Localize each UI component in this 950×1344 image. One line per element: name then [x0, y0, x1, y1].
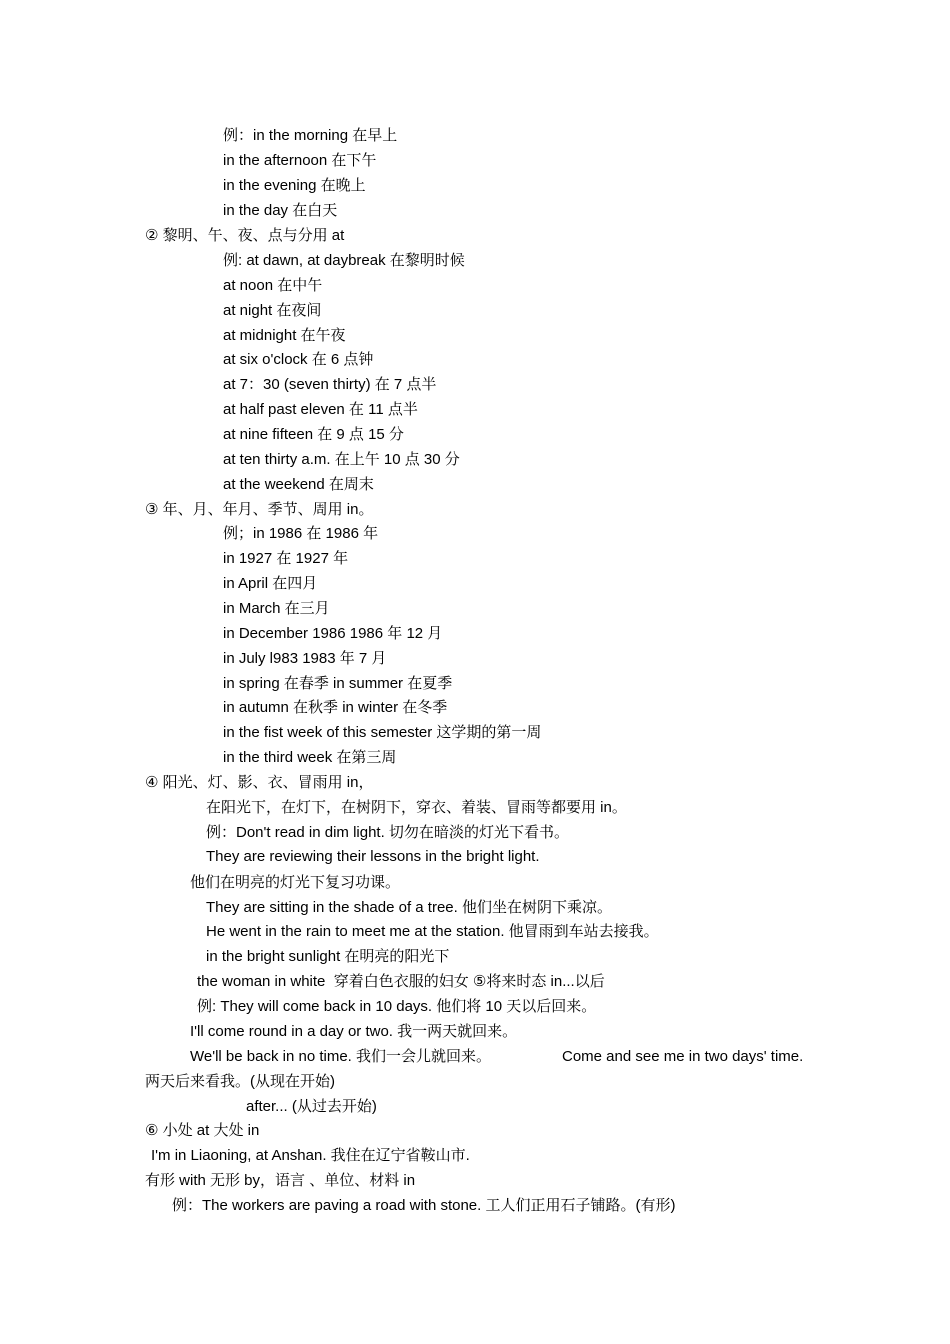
text-line: We'll be back in no time. 我们一会儿就回来。	[190, 1048, 491, 1065]
text-line: the woman in white 穿着白色衣服的妇女 ⑤将来时态 in...以后	[197, 973, 605, 990]
text-line: 有形 with 无形 by，语言 、单位、材料 in	[145, 1172, 416, 1189]
text-line: I'm in Liaoning, at Anshan. 我住在辽宁省鞍山市.	[151, 1147, 470, 1164]
text-line: at nine fifteen 在 9 点 15 分	[223, 426, 404, 443]
text-line: 例：Don't read in dim light. 切勿在暗淡的灯光下看书。	[206, 824, 569, 841]
text-line: in spring 在春季 in summer 在夏季	[223, 675, 453, 692]
text-line: at ten thirty a.m. 在上午 10 点 30 分	[223, 451, 460, 468]
text-line: in April 在四月	[223, 575, 318, 592]
text-line: 在阳光下，在灯下，在树阴下，穿衣、着装、冒雨等都要用 in。	[206, 799, 627, 816]
text-line: in autumn 在秋季 in winter 在冬季	[223, 699, 448, 716]
text-line: at 7：30 (seven thirty) 在 7 点半	[223, 376, 437, 393]
text-line: in July l983 1983 年 7 月	[223, 650, 387, 667]
text-line: 例: They will come back in 10 days. 他们将 10 天以后回来。	[197, 998, 597, 1015]
text-line: at noon 在中午	[223, 277, 323, 294]
text-line: 例；in 1986 在 1986 年	[223, 525, 379, 542]
section-heading: ⑥ 小处 at 大处 in	[145, 1122, 260, 1139]
text-line: He went in the rain to meet me at the station. 他冒雨到车站去接我。	[206, 923, 659, 940]
text-line: 例：in the morning 在早上	[223, 127, 398, 144]
text-line: at half past eleven 在 11 点半	[223, 401, 418, 418]
text-line: in the afternoon 在下午	[223, 152, 377, 169]
text-line: 例：The workers are paving a road with stone. 工人们正用石子铺路。(有形)	[172, 1197, 676, 1214]
text-line: in 1927 在 1927 年	[223, 550, 349, 567]
section-heading: ② 黎明、午、夜、点与分用 at	[145, 227, 345, 244]
text-line: 例: at dawn, at daybreak 在黎明时候	[223, 252, 465, 269]
text-line: at night 在夜间	[223, 302, 322, 319]
text-line: Come and see me in two days' time.	[562, 1048, 804, 1065]
text-line: I'll come round in a day or two. 我一两天就回来。	[190, 1023, 518, 1040]
text-line: at midnight 在午夜	[223, 327, 346, 344]
text-line: after... (从过去开始)	[246, 1098, 377, 1115]
section-heading: ③ 年、月、年月、季节、周用 in。	[145, 501, 374, 518]
section-heading: ④ 阳光、灯、影、衣、冒雨用 in，	[145, 774, 374, 791]
text-line: in March 在三月	[223, 600, 330, 617]
text-line: in the day 在白天	[223, 202, 338, 219]
text-line: They are sitting in the shade of a tree. 他们坐在树阴下乘凉。	[206, 899, 612, 916]
text-line: They are reviewing their lessons in the bright light.	[206, 848, 540, 865]
text-line: 他们在明亮的灯光下复习功课。	[190, 874, 401, 891]
text-line: in the fist week of this semester 这学期的第一周	[223, 724, 542, 741]
text-line: in the bright sunlight 在明亮的阳光下	[206, 948, 450, 965]
text-line: at six o'clock 在 6 点钟	[223, 351, 374, 368]
text-line: in the evening 在晚上	[223, 177, 366, 194]
text-line: at the weekend 在周末	[223, 476, 374, 493]
text-line: in December 1986 1986 年 12 月	[223, 625, 443, 642]
text-line: 两天后来看我。(从现在开始)	[145, 1073, 335, 1090]
text-line: in the third week 在第三周	[223, 749, 397, 766]
